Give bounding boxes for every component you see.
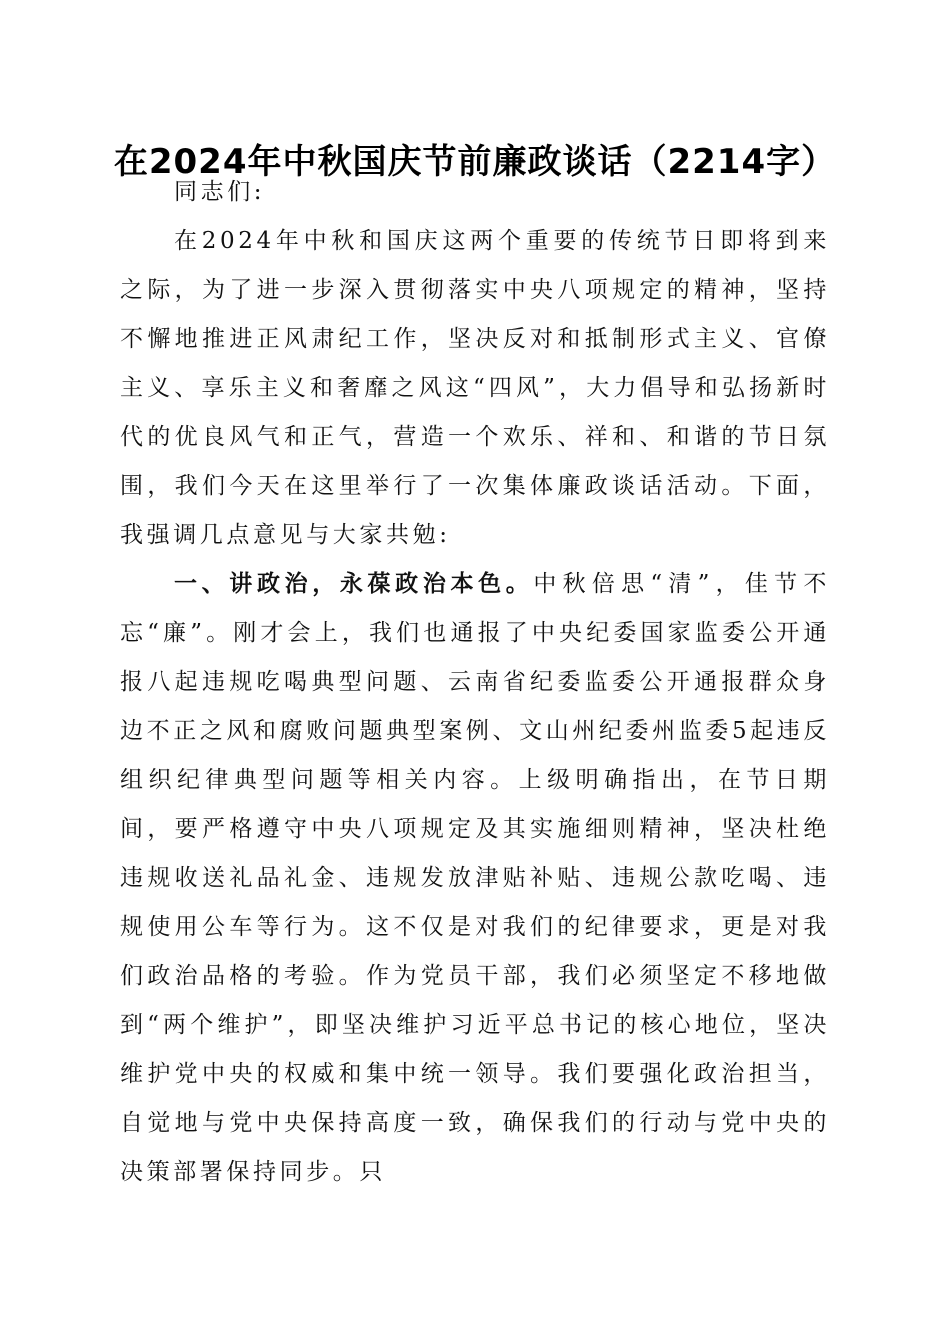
document-title: 在2024年中秋国庆节前廉政谈话（2214字） xyxy=(113,142,837,182)
section-heading: 一、讲政治，永葆政治本色。 xyxy=(174,571,534,597)
salutation: 同志们: xyxy=(174,179,266,205)
paragraph-text: 在2024年中秋和国庆这两个重要的传统节日即将到来之际，为了进一步深入贯彻落实中央八项规定的精神，坚持不懈地推进正风肃纪工作，坚决反对和抵制形式主义、官僚主义、享乐主义和奢靡之风这“四风”，大力倡导和弘扬新时代的优良风气和正气，营造一个欢乐、祥和、和谐的节日氛围，我们今天在这里举行了一次集体廉政谈话活动。下面，我强调几点意见与大家共勉: xyxy=(120,228,830,548)
paragraph-intro xyxy=(120,217,830,560)
paragraph-section-1 xyxy=(120,560,830,1197)
document-body xyxy=(120,168,830,1197)
paragraph-text: 中秋倍思“清”，佳节不忘“廉”。刚才会上，我们也通报了中央纪委国家监委公开通报八起违规吃喝典型问题、云南省纪委监委公开通报群众身边不正之风和腐败问题典型案例、文山州纪委州监委5起违反组织纪律典型问题等相关内容。上级明确指出，在节日期间，要严格遵守中央八项规定及其实施细则精神，坚决杜绝违规收送礼品礼金、违规发放津贴补贴、违规公款吃喝、违规使用公车等行为。这不仅是对我们的纪律要求，更是对我们政治品格的考验。作为党员干部，我们必须坚定不移地做到“两个维护”，即坚决维护习近平总书记的核心地位，坚决维护党中央的权威和集中统一领导。我们要强化政治担当，自觉地与党中央保持高度一致，确保我们的行动与党中央的决策部署保持同步。只 xyxy=(120,571,831,1185)
